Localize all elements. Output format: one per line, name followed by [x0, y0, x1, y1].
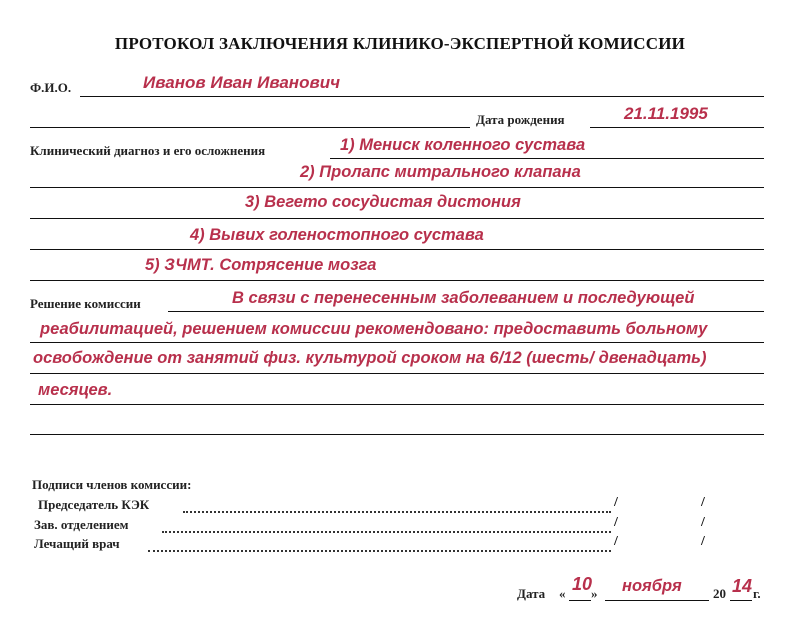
fio-continuation-line — [30, 127, 470, 128]
diagnosis-item-4: 4) Вывих голеностопного сустава — [190, 226, 484, 244]
signatures-label: Подписи членов комиссии: — [32, 477, 192, 492]
signer-head-dots — [162, 531, 611, 533]
diagnosis-item-5: 5) ЗЧМТ. Сотрясение мозга — [145, 256, 377, 274]
diagnosis-line-5 — [30, 280, 764, 281]
decision-text-4: месяцев. — [38, 381, 113, 399]
date-day: 10 — [572, 574, 593, 594]
diagnosis-item-1: 1) Мениск коленного сустава — [340, 136, 586, 154]
decision-text-3: освобождение от занятий физ. культурой сроком на 6/12 (шесть/ двенадцать) — [33, 349, 707, 367]
signer-doctor-slash-2: / — [701, 534, 705, 549]
date-quote-open: « — [559, 586, 566, 601]
signer-doctor-dots — [148, 550, 611, 552]
decision-line-2 — [30, 342, 764, 343]
dob-label: Дата рождения — [476, 112, 565, 127]
diagnosis-line-3 — [30, 218, 764, 219]
signer-head-slash-1: / — [614, 515, 618, 530]
date-label: Дата — [517, 586, 546, 601]
diagnosis-label: Клинический диагноз и его осложнения — [30, 143, 266, 158]
decision-text-1: В связи с перенесенным заболеванием и последующей — [232, 289, 695, 307]
date-month-line — [605, 600, 709, 601]
diagnosis-line-2 — [30, 187, 764, 188]
diagnosis-line-1 — [330, 158, 764, 159]
diagnosis-line-4 — [30, 249, 764, 250]
dob-value: 21.11.1995 — [624, 104, 708, 123]
decision-label: Решение комиссии — [30, 296, 141, 311]
date-month: ноября — [622, 577, 682, 595]
decision-line-1 — [168, 311, 764, 312]
signer-doctor-label: Лечащий врач — [34, 536, 120, 551]
date-year-end: г. — [753, 586, 761, 601]
date-year-prefix: 20 — [713, 586, 726, 601]
date-year-suffix: 14 — [732, 576, 753, 596]
dob-line — [590, 127, 764, 128]
decision-line-4 — [30, 404, 764, 405]
signer-chairman-slash-1: / — [614, 495, 618, 510]
signer-chairman-label: Председатель КЭК — [38, 497, 150, 512]
decision-line-5 — [30, 434, 764, 435]
date-day-line — [569, 600, 591, 601]
date-quote-close: » — [591, 586, 598, 601]
diagnosis-item-3: 3) Вегето сосудистая дистония — [245, 193, 521, 211]
decision-line-3 — [30, 373, 764, 374]
date-year-line — [730, 600, 752, 601]
signer-doctor-slash-1: / — [614, 534, 618, 549]
signer-chairman-slash-2: / — [701, 495, 705, 510]
signer-head-slash-2: / — [701, 515, 705, 530]
fio-value: Иванов Иван Иванович — [143, 73, 341, 92]
decision-text-2: реабилитацией, решением комиссии рекомендовано: предоставить больному — [40, 320, 708, 338]
form-title: ПРОТОКОЛ ЗАКЛЮЧЕНИЯ КЛИНИКО-ЭКСПЕРТНОЙ КОМИССИИ — [114, 34, 686, 53]
signer-chairman-dots — [183, 511, 611, 513]
fio-line — [80, 96, 764, 97]
diagnosis-item-2: 2) Пролапс митрального клапана — [300, 163, 581, 181]
fio-label: Ф.И.О. — [30, 80, 72, 95]
signer-head-label: Зав. отделением — [34, 517, 129, 532]
